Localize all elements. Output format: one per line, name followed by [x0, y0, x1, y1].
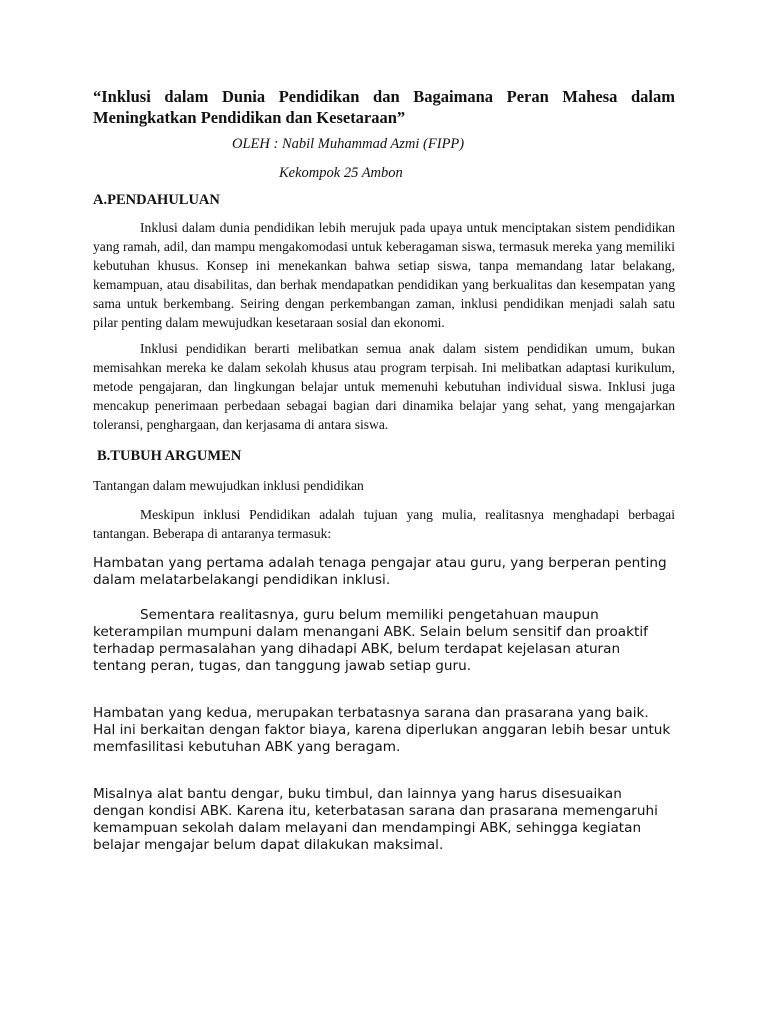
author-line: OLEH : Nabil Muhammad Azmi (FIPP)	[232, 136, 465, 152]
body-subheading: Tantangan dalam mewujudkan inklusi pendidikan	[93, 478, 364, 493]
body-point-3: Hambatan yang kedua, merupakan terbatasnya sarana dan prasarana yang baik. Hal ini berkaitan dengan faktor biaya, karena diperlukan anggaran lebih besar untuk memfasilitasi kebutuhan ABK yang beragam.	[93, 705, 671, 755]
document-title: “Inklusi dalam Dunia Pendidikan dan Bagaimana Peran Mahesa dalam Meningkatkan Pendidikan dan Kesetaraan”	[93, 87, 675, 127]
body-point-4: Misalnya alat bantu dengar, buku timbul, dan lainnya yang harus disesuaikan dengan kondisi ABK. Karena itu, keterbatasan sarana dan prasarana memengaruhi kemampuan sekolah dalam melayani dan mendampingi ABK, sehingga kegiatan belajar mengajar belum dapat dilakukan maksimal.	[93, 786, 658, 853]
document-page	[93, 86, 675, 854]
section-heading-body: B.TUBUH ARGUMEN	[97, 448, 242, 464]
body-lead-paragraph: Meskipun inklusi Pendidikan adalah tujuan yang mulia, realitasnya menghadapi berbagai tantangan. Beberapa di antaranya termasuk:	[93, 507, 675, 541]
intro-paragraph-2: Inklusi pendidikan berarti melibatkan semua anak dalam sistem pendidikan umum, bukan memisahkan mereka ke dalam sekolah khusus atau program terpisah. Ini melibatkan adaptasi kurikulum, metode pengajaran, dan lingkungan belajar untuk memenuhi kebutuhan individual siswa. Inklusi juga mencakup penerimaan perbedaan sebagai bagian dari dinamika belajar yang sehat, yang mengajarkan toleransi, penghargaan, dan kerjasama di antara siswa.	[93, 341, 675, 432]
body-point-1: Hambatan yang pertama adalah tenaga pengajar atau guru, yang berperan penting dalam melatarbelakangi pendidikan inklusi.	[93, 555, 667, 588]
group-line: Kekompok 25 Ambon	[279, 165, 403, 181]
intro-paragraph-1: Inklusi dalam dunia pendidikan lebih merujuk pada upaya untuk menciptakan sistem pendidikan yang ramah, adil, dan mampu mengakomodasi untuk keberagaman siswa, termasuk mereka yang memiliki kebutuhan khusus. Konsep ini menekankan bahwa setiap siswa, tanpa memandang latar belakang, kemampuan, atau disabilitas, dan berhak mendapatkan pendidikan yang berkualitas dan kesempatan yang sama untuk berkembang. Seiring dengan perkembangan zaman, inklusi pendidikan menjadi salah satu pilar penting dalam mewujudkan kesetaraan sosial dan ekonomi.	[93, 220, 675, 330]
section-heading-intro: A.PENDAHULUAN	[93, 192, 220, 208]
body-point-2: Sementara realitasnya, guru belum memiliki pengetahuan maupun keterampilan mumpuni dalam menangani ABK. Selain belum sensitif dan proaktif terhadap permasalahan yang dihadapi ABK, belum terdapat kejelasan aturan tentang peran, tugas, dan tanggung jawab setiap guru.	[93, 607, 648, 674]
